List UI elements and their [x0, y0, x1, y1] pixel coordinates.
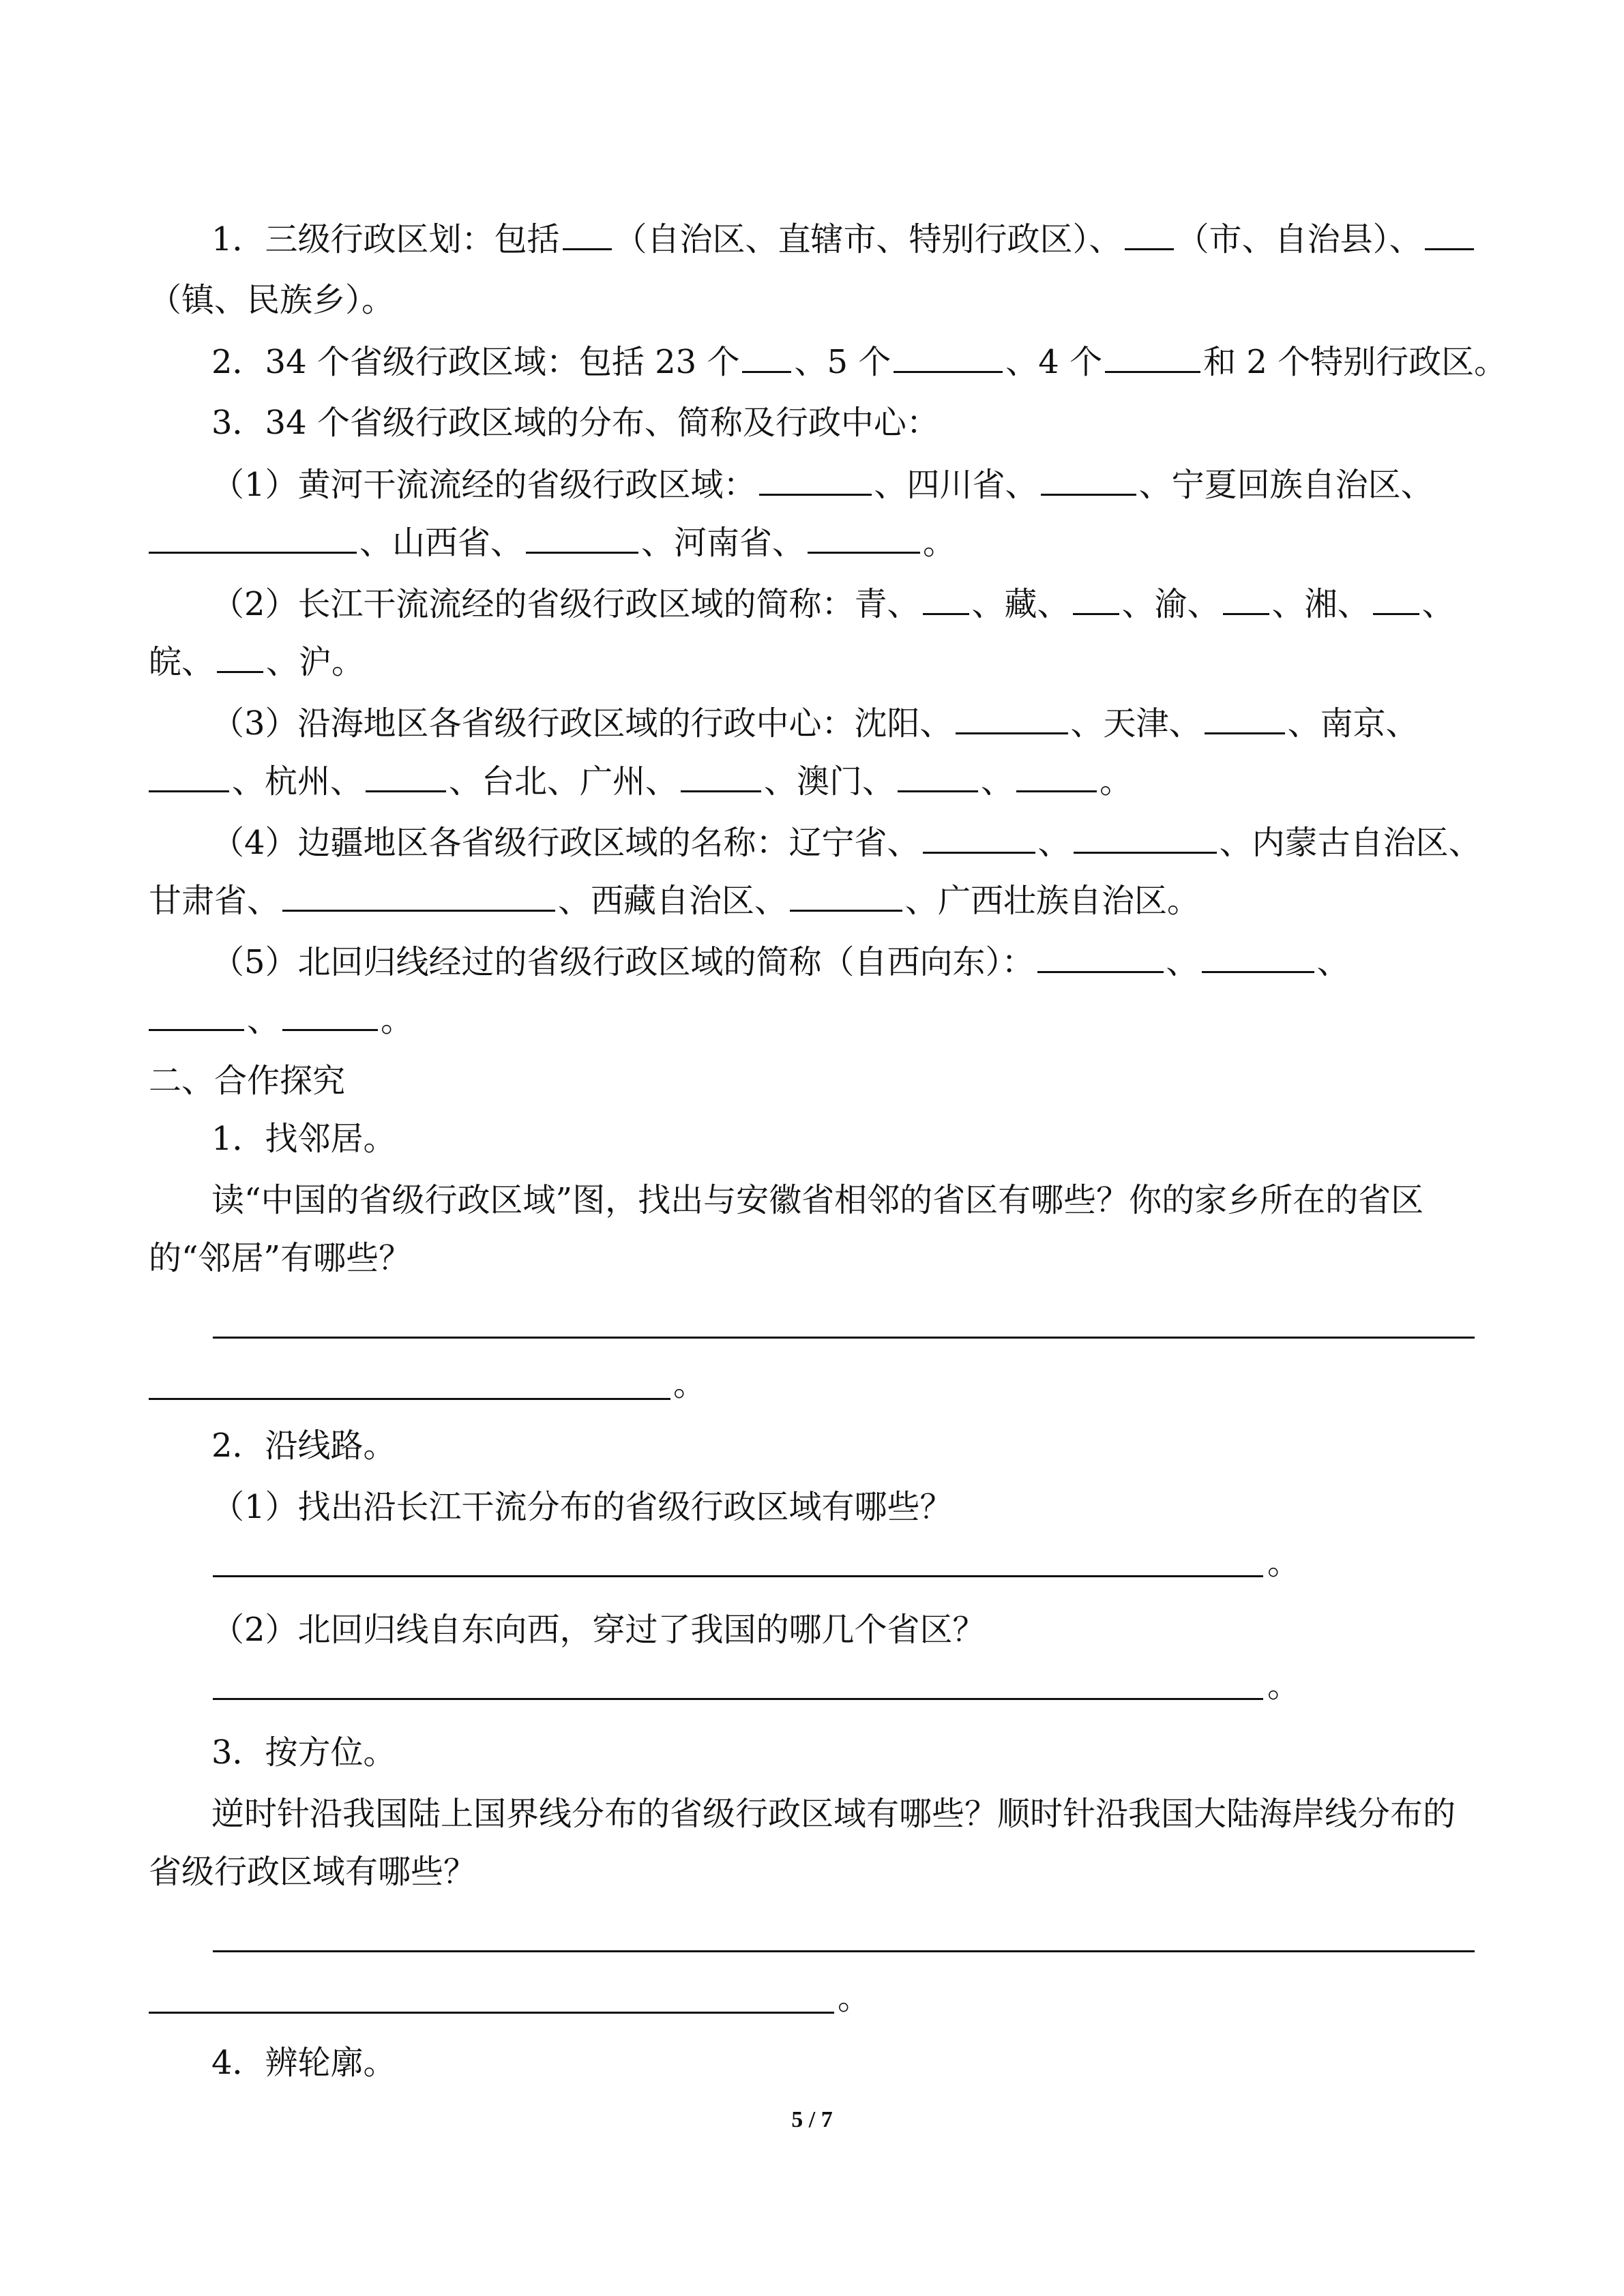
- q3-s1-text: 。: [923, 524, 956, 562]
- q1-text-b: （自治区、直辖市、特别行政区）、: [614, 220, 1122, 258]
- q1-line2: [149, 280, 394, 320]
- q3-s4-line2: [149, 880, 1200, 921]
- answer-line[interactable]: [213, 1698, 1263, 1700]
- task1-question-line1: 读“中国的省级行政区域”图，找出与安徽省相邻的省区有哪些？你的家乡所在的省区: [211, 1181, 1424, 1219]
- q1-text-d: （镇、民族乡）。: [149, 281, 395, 319]
- answer-line[interactable]: [213, 1575, 1263, 1577]
- answer-line[interactable]: [149, 2012, 834, 2014]
- q3-s1-line2: [149, 522, 956, 563]
- answer-line[interactable]: [149, 1398, 670, 1400]
- q3-s4-text: 、内蒙古自治区、: [1219, 824, 1481, 862]
- q3-s5-line2: [149, 999, 413, 1041]
- q3-s2-text: 、沪。: [266, 643, 365, 681]
- blank[interactable]: [149, 999, 244, 1031]
- blank[interactable]: [898, 760, 978, 792]
- blank[interactable]: [1105, 341, 1200, 373]
- q3-s3-text: 、: [981, 762, 1014, 801]
- blank[interactable]: [1037, 941, 1164, 973]
- q3-s3-text: 、澳门、: [764, 762, 896, 801]
- blank[interactable]: [1041, 464, 1136, 496]
- task2-question2: （2）北回归线自东向西，穿过了我国的哪几个省区？: [211, 1611, 986, 1649]
- q3-s3-text: 、台北、广州、: [449, 762, 679, 801]
- period: 。: [838, 1979, 871, 2017]
- blank[interactable]: [1016, 760, 1097, 792]
- q1-text-c: （市、自治县）、: [1176, 220, 1422, 258]
- q3-s4-line1: [211, 822, 1481, 863]
- q3-s1-text: 、山西省、: [359, 524, 524, 562]
- q3-s2-text: 、湘、: [1271, 585, 1370, 623]
- q3-s2-text: 、: [1421, 585, 1455, 623]
- section-heading: 二、合作探究: [149, 1062, 346, 1100]
- q3-s2-line1: [211, 583, 1455, 625]
- blank[interactable]: [1125, 218, 1174, 250]
- task1-question-line2: 的“邻居”有哪些？: [149, 1239, 412, 1277]
- q1-line1: [211, 218, 1477, 260]
- q2-text-d: 和 2 个特别行政区。: [1203, 343, 1507, 381]
- q3-s5-line1: [211, 941, 1350, 983]
- q3-s1-text: 、四川省、: [874, 466, 1038, 504]
- q3-s4-text: 甘肃省、: [149, 882, 280, 920]
- q2-text-a: 2．34 个省级行政区域：包括 23 个: [211, 343, 740, 381]
- answer-line[interactable]: [213, 1337, 1475, 1339]
- task4-title: 4．辨轮廓。: [211, 2044, 396, 2082]
- q3-s1-text: （1）黄河干流流经的省级行政区域：: [211, 466, 756, 504]
- blank[interactable]: [1223, 583, 1269, 615]
- q3-s3-text: 。: [1099, 762, 1133, 801]
- blank[interactable]: [563, 218, 612, 250]
- period: 。: [1267, 1544, 1301, 1582]
- q3-s1-line1: [211, 464, 1434, 505]
- task3-question-line2: 省级行政区域有哪些？: [149, 1853, 477, 1891]
- q3-s4-text: （4）边疆地区各省级行政区域的名称：辽宁省、: [211, 824, 920, 862]
- blank[interactable]: [956, 702, 1068, 734]
- blank[interactable]: [1425, 218, 1474, 250]
- q3-s5-text: 。: [381, 1001, 414, 1039]
- q3-s5-text: （5）北回归线经过的省级行政区域的简称（自西向东）：: [211, 943, 1035, 981]
- q3-s3-text: 、南京、: [1287, 704, 1419, 743]
- q3-s4-text: 、西藏自治区、: [558, 882, 788, 920]
- answer-line[interactable]: [213, 1950, 1475, 1952]
- blank[interactable]: [923, 822, 1035, 854]
- q3-title: 3．34 个省级行政区域的分布、简称及行政中心：: [211, 404, 939, 442]
- blank[interactable]: [217, 641, 263, 673]
- q3-s4-text: 、广西壮族自治区。: [905, 882, 1200, 920]
- blank[interactable]: [742, 341, 791, 373]
- q3-s5-text: 、: [1316, 943, 1350, 981]
- blank[interactable]: [149, 760, 229, 792]
- q3-s3-line2: [149, 760, 1132, 802]
- period: 。: [673, 1365, 707, 1403]
- blank[interactable]: [923, 583, 969, 615]
- q2-line: [211, 341, 1507, 383]
- q3-s2-text: （2）长江干流流经的省级行政区域的简称：青、: [211, 585, 920, 623]
- q3-s5-text: 、: [1166, 943, 1199, 981]
- q3-s4-text: 、: [1037, 824, 1071, 862]
- blank[interactable]: [894, 341, 1003, 373]
- task2-title: 2．沿线路。: [211, 1427, 396, 1465]
- blank[interactable]: [790, 880, 902, 912]
- blank[interactable]: [808, 522, 920, 554]
- blank[interactable]: [366, 760, 446, 792]
- q2-text-c: 、4 个: [1005, 343, 1103, 381]
- blank[interactable]: [681, 760, 761, 792]
- period: 。: [1267, 1667, 1301, 1705]
- task2-question1: （1）找出沿长江干流分布的省级行政区域有哪些？: [211, 1488, 953, 1526]
- blank[interactable]: [526, 522, 638, 554]
- q3-s2-text: 、渝、: [1121, 585, 1220, 623]
- q3-s3-line1: [211, 702, 1419, 744]
- q1-text-a: 1．三级行政区划：包括: [211, 220, 560, 258]
- task1-title: 1．找邻居。: [211, 1120, 396, 1158]
- q3-s2-text: 皖、: [149, 643, 215, 681]
- task3-question-line1: 逆时针沿我国陆上国界线分布的省级行政区域有哪些？顺时针沿我国大陆海岸线分布的: [211, 1795, 1456, 1833]
- blank[interactable]: [1373, 583, 1419, 615]
- q3-s5-text: 、: [247, 1001, 280, 1039]
- blank[interactable]: [1073, 583, 1119, 615]
- q3-s2-text: 、藏、: [971, 585, 1070, 623]
- q3-s1-text: 、河南省、: [641, 524, 806, 562]
- q3-s3-text: （3）沿海地区各省级行政区域的行政中心：沈阳、: [211, 704, 953, 743]
- blank[interactable]: [282, 999, 378, 1031]
- q3-s1-text: 、宁夏回族自治区、: [1138, 466, 1434, 504]
- blank[interactable]: [149, 522, 357, 554]
- q2-text-b: 、5 个: [794, 343, 891, 381]
- blank[interactable]: [1202, 941, 1314, 973]
- blank[interactable]: [759, 464, 872, 496]
- blank[interactable]: [282, 880, 555, 912]
- blank[interactable]: [1074, 822, 1217, 854]
- q3-s3-text: 、天津、: [1070, 704, 1202, 743]
- q3-s2-line2: [149, 641, 364, 683]
- task3-title: 3．按方位。: [211, 1733, 396, 1772]
- q3-s3-text: 、杭州、: [232, 762, 364, 801]
- page-number: 5 / 7: [791, 2107, 833, 2132]
- blank[interactable]: [1205, 702, 1285, 734]
